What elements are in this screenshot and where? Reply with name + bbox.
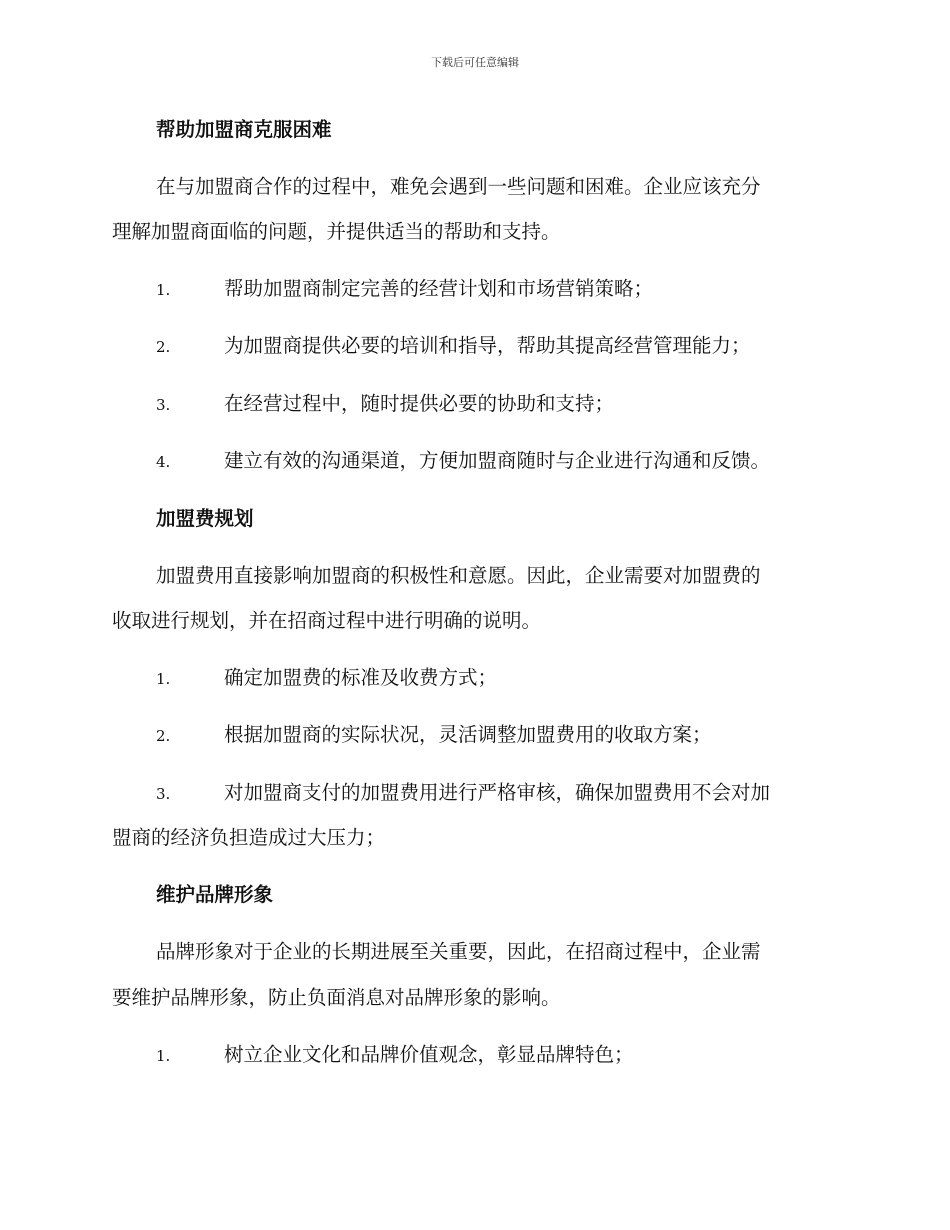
paragraph-line: 理解加盟商面临的问题，并提供适当的帮助和支持。 xyxy=(112,220,561,243)
list-text: 为加盟商提供必要的培训和指导，帮助其提高经营管理能力； xyxy=(224,334,751,357)
list-number: 4. xyxy=(156,453,171,471)
list-number: 1. xyxy=(156,281,171,299)
section-heading: 加盟费规划 xyxy=(156,507,254,530)
paragraph-line: 在与加盟商合作的过程中，难免会遇到一些问题和困难。企业应该充分 xyxy=(156,175,761,198)
list-text: 根据加盟商的实际状况，灵活调整加盟费用的收取方案； xyxy=(224,723,712,746)
paragraph-line: 要维护品牌形象，防止负面消息对品牌形象的影响。 xyxy=(112,986,561,1009)
list-text: 对加盟商支付的加盟费用进行严格审核，确保加盟费用不会对加 xyxy=(224,781,771,804)
paragraph-line: 品牌形象对于企业的长期进展至关重要，因此，在招商过程中，企业需 xyxy=(156,940,761,963)
list-number: 1. xyxy=(156,670,171,688)
section-heading: 帮助加盟商克服困难 xyxy=(156,118,332,141)
page-header: 下载后可任意编辑 xyxy=(431,56,519,69)
list-number: 3. xyxy=(156,785,171,803)
paragraph-line: 收取进行规划，并在招商过程中进行明确的说明。 xyxy=(112,609,542,632)
list-text: 在经营过程中，随时提供必要的协助和支持； xyxy=(224,392,615,415)
list-number: 2. xyxy=(156,727,171,745)
list-number: 3. xyxy=(156,396,171,414)
list-number: 2. xyxy=(156,338,171,356)
section-heading: 维护品牌形象 xyxy=(156,883,274,906)
list-number: 1. xyxy=(156,1047,171,1065)
paragraph-line: 加盟费用直接影响加盟商的积极性和意愿。因此，企业需要对加盟费的 xyxy=(156,564,761,587)
list-text-continuation: 盟商的经济负担造成过大压力； xyxy=(112,826,386,849)
list-text: 帮助加盟商制定完善的经营计划和市场营销策略； xyxy=(224,277,654,300)
list-text: 确定加盟费的标准及收费方式； xyxy=(224,666,498,689)
list-text: 树立企业文化和品牌价值观念，彰显品牌特色； xyxy=(224,1043,634,1066)
list-text: 建立有效的沟通渠道，方便加盟商随时与企业进行沟通和反馈。 xyxy=(224,449,771,472)
